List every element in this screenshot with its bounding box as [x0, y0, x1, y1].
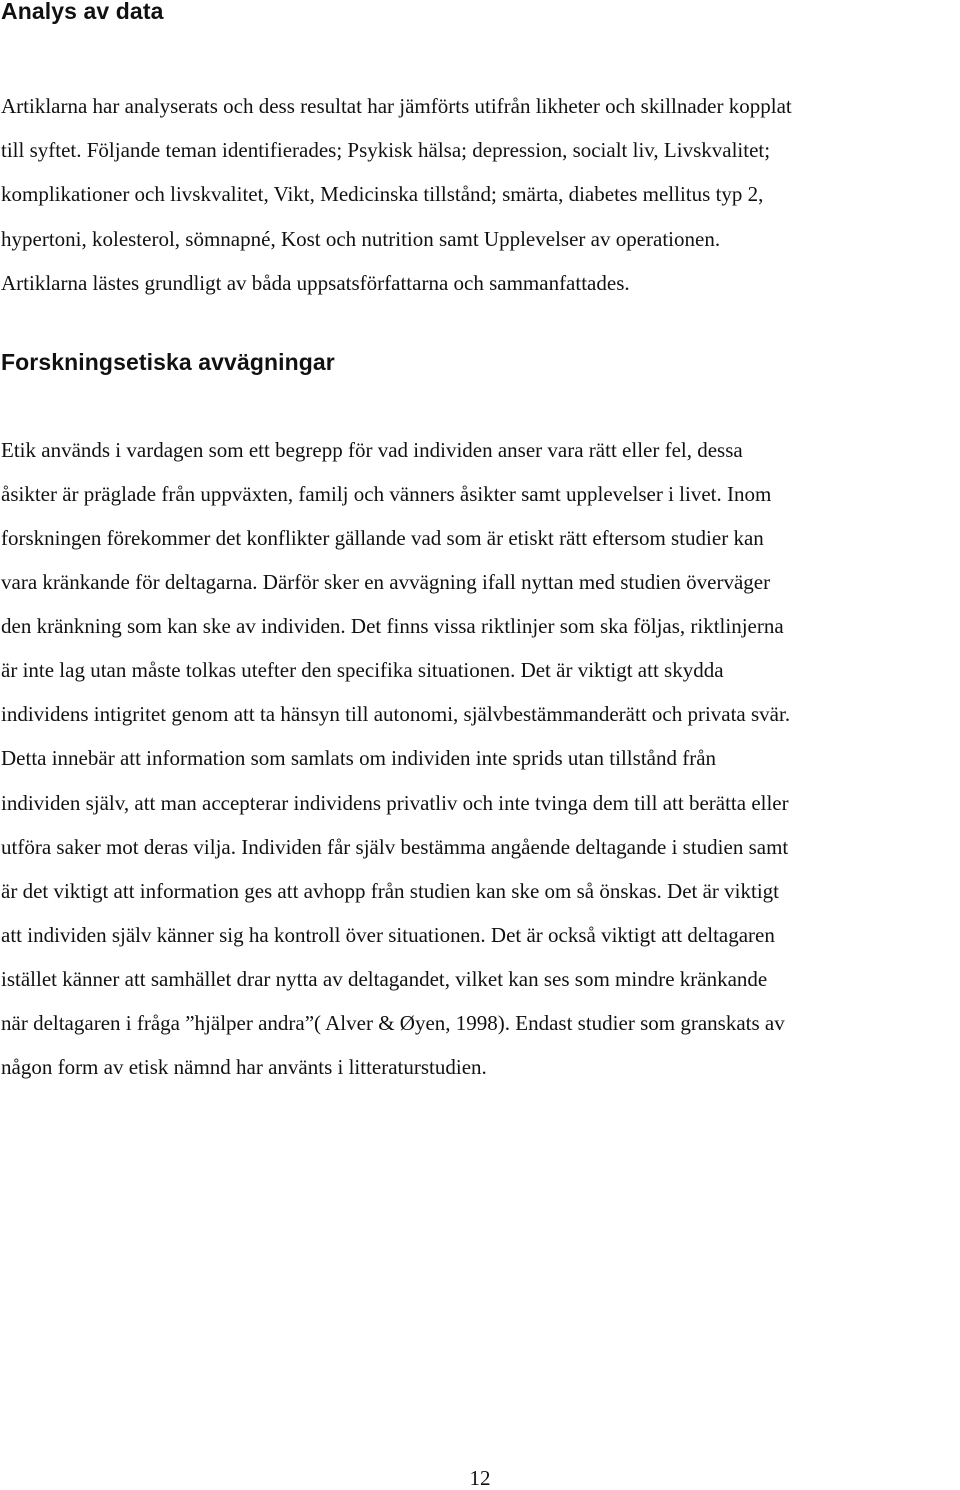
text-line: den kränkning som kan ske av individen. Det finns vissa riktlinjer som ska följas, riktlinjerna — [1, 614, 784, 639]
text-line: individen själv, att man accepterar individens privatliv och inte tvinga dem till att berätta eller — [1, 790, 789, 815]
text-line: att individen själv känner sig ha kontroll över situationen. Det är också viktigt att deltagaren — [1, 922, 775, 947]
text-line: är inte lag utan måste tolkas utefter den specifika situationen. Det är viktigt att skydda — [1, 658, 724, 683]
text-line: individens intigritet genom att ta hänsyn till autonomi, självbestämmanderätt och privata svär. — [1, 702, 791, 727]
text-line: Artiklarna lästes grundligt av båda uppsatsförfattarna och sammanfattades. — [1, 270, 630, 295]
paragraph-analys-av-data — [1, 84, 959, 305]
text-line: någon form av etisk nämnd har använts i litteraturstudien. — [1, 1054, 487, 1079]
paragraph-forskningsetiska-avvagningar — [1, 428, 959, 1089]
text-line: forskningen förekommer det konflikter gällande vad som är etiskt rätt eftersom studier kan — [1, 526, 764, 551]
page-number: 12 — [469, 1466, 491, 1490]
text-line: är det viktigt att information ges att avhopp från studien kan ske om så önskas. Det är viktigt — [1, 878, 779, 903]
text-line: Artiklarna har analyserats och dess resultat har jämförts utifrån likheter och skillnader kopplat — [1, 94, 792, 118]
text-line: utföra saker mot deras vilja. Individen får själv bestämma angående deltagande i studien samt — [1, 834, 789, 859]
text-line: Etik används i vardagen som ett begrepp för vad individen anser vara rätt eller fel, dessa — [1, 438, 743, 462]
text-line: till syftet. Följande teman identifierades; Psykisk hälsa; depression, socialt liv, Livskvalitet; — [1, 138, 771, 163]
text-line: när deltagaren i fråga ”hjälper andra”( Alver & Øyen, 1998). Endast studier som granskats av — [1, 1010, 785, 1035]
text-line: Detta innebär att information som samlats om individen inte sprids utan tillstånd från — [1, 746, 717, 771]
text-line: istället känner att samhället drar nytta av deltagandet, vilket kan ses som mindre kränkande — [1, 966, 768, 991]
text-line: komplikationer och livskvalitet, Vikt, Medicinska tillstånd; smärta, diabetes mellitus typ 2, — [1, 182, 764, 207]
section-heading-analys-av-data: Analys av data — [1, 0, 164, 24]
text-line: hypertoni, kolesterol, sömnapné, Kost och nutrition samt Upplevelser av operationen. — [1, 226, 721, 251]
text-line: åsikter är präglade från uppväxten, familj och vänners åsikter samt upplevelser i livet. Inom — [1, 482, 772, 507]
section-heading-forskningsetiska-avvagningar: Forskningsetiska avvägningar — [1, 349, 335, 375]
text-line: vara kränkande för deltagarna. Därför sker en avvägning ifall nyttan med studien överväger — [1, 570, 771, 595]
